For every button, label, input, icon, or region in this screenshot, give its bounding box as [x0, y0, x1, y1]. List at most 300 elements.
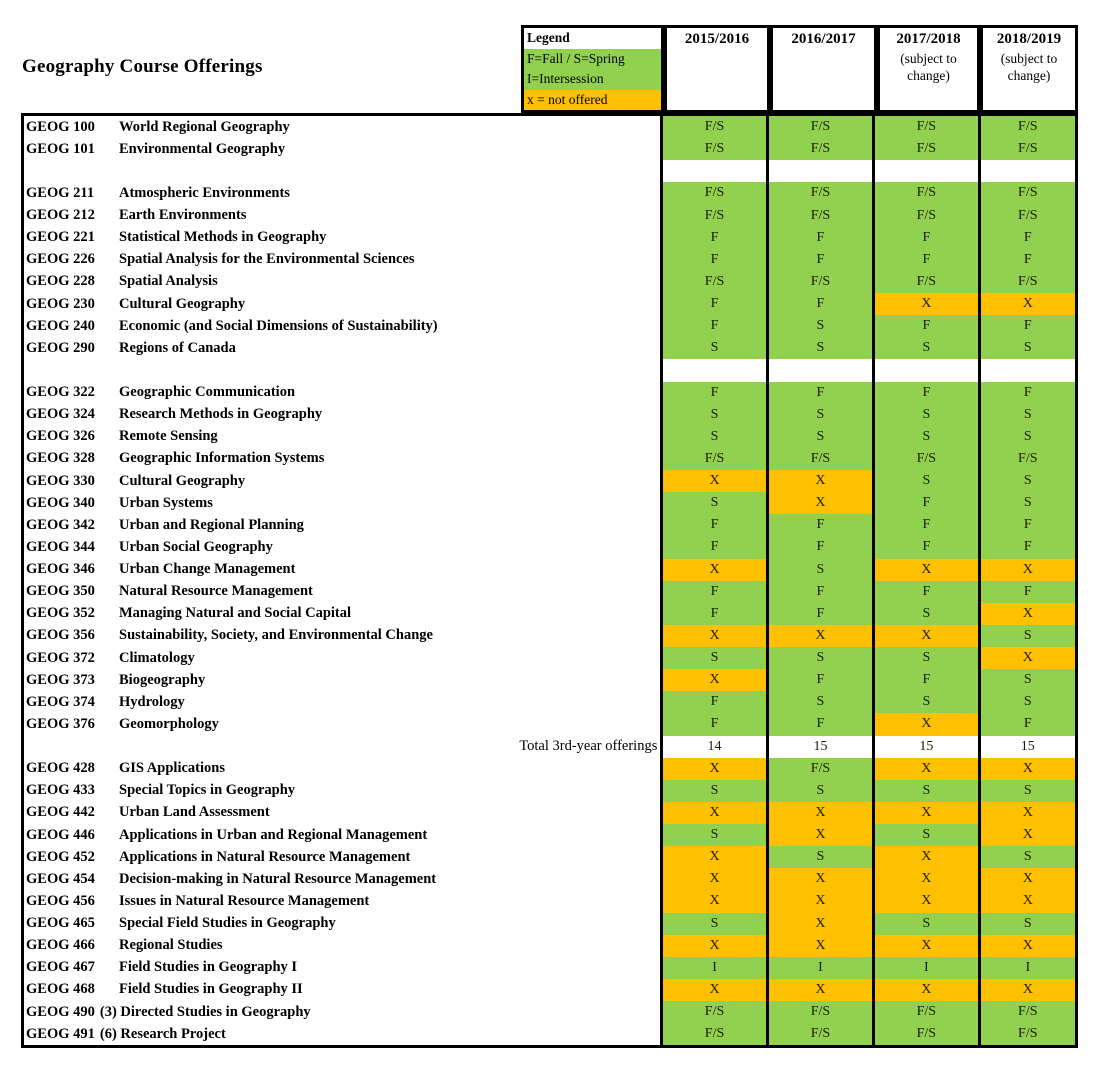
offering-cell: F/S — [872, 116, 977, 138]
course-row — [24, 780, 1075, 802]
offering-cell: F/S — [766, 271, 872, 293]
offering-cell: F/S — [660, 116, 765, 138]
offering-cell: X — [978, 935, 1075, 957]
spacer-cell — [24, 160, 660, 182]
offering-cell: S — [660, 337, 765, 359]
course-row — [24, 315, 1075, 337]
offering-cell: S — [766, 337, 872, 359]
offering-cell: S — [766, 647, 872, 669]
course-row — [24, 758, 1075, 780]
offering-cell: X — [978, 647, 1075, 669]
offering-cell: S — [766, 426, 872, 448]
course-name-cell — [24, 935, 660, 957]
offering-cell: S — [766, 559, 872, 581]
offering-cell: S — [660, 492, 765, 514]
offering-cell: I — [766, 957, 872, 979]
offering-cell: X — [660, 846, 765, 868]
course-code: GEOG 372 — [26, 649, 95, 666]
course-row — [24, 116, 1075, 138]
course-code: GEOG 340 — [26, 494, 95, 511]
offering-cell: X — [660, 669, 765, 691]
legend-item-fall-spring: F=Fall / S=Spring — [524, 49, 661, 70]
offering-cell: S — [660, 824, 765, 846]
course-name-cell — [24, 581, 660, 603]
course-name-cell — [24, 182, 660, 204]
course-name-cell — [24, 470, 660, 492]
offering-cell: F/S — [872, 182, 977, 204]
course-row — [24, 824, 1075, 846]
course-code: GEOG 328 — [26, 450, 95, 467]
course-name-cell — [24, 448, 660, 470]
course-title: Cultural Geography — [119, 472, 246, 489]
offering-cell: F/S — [978, 138, 1075, 160]
offering-cell: F/S — [660, 1001, 765, 1023]
offering-cell: F/S — [766, 448, 872, 470]
course-title: Earth Environments — [119, 207, 247, 224]
course-code: GEOG 212 — [26, 207, 95, 224]
course-code: GEOG 344 — [26, 538, 95, 555]
offering-cell: F — [872, 581, 977, 603]
course-name-cell — [24, 1001, 660, 1023]
course-title: Geomorphology — [119, 715, 219, 732]
course-title: Sustainability, Society, and Environmental Change — [119, 627, 433, 644]
year-note: (subject to change) — [900, 51, 957, 83]
total-row — [24, 736, 1075, 758]
offering-cell: S — [978, 625, 1075, 647]
course-code: GEOG 442 — [26, 804, 95, 821]
course-title: Geographic Information Systems — [119, 450, 325, 467]
course-title: Cultural Geography — [119, 295, 246, 312]
course-name-cell — [24, 514, 660, 536]
year-label: 2017/2018 — [896, 31, 961, 47]
course-row — [24, 802, 1075, 824]
course-title: Special Field Studies in Geography — [119, 915, 336, 932]
offering-cell: F — [766, 382, 872, 404]
offering-cell: F/S — [872, 271, 977, 293]
course-row — [24, 713, 1075, 735]
offering-cell: F — [766, 603, 872, 625]
course-title: (6) Research Project — [99, 1025, 226, 1042]
course-title: Field Studies in Geography II — [119, 981, 303, 998]
course-name-cell — [24, 625, 660, 647]
course-code: GEOG 226 — [26, 251, 95, 268]
course-title: Remote Sensing — [119, 428, 218, 445]
course-name-cell — [24, 824, 660, 846]
course-code: GEOG 491 — [26, 1025, 95, 1042]
year-header-2016-2017 — [770, 25, 877, 113]
offering-cell — [766, 160, 872, 182]
course-row — [24, 647, 1075, 669]
offering-cell: S — [872, 470, 977, 492]
course-row — [24, 492, 1075, 514]
offering-cell: F — [766, 514, 872, 536]
course-code: GEOG 452 — [26, 848, 95, 865]
course-name-cell — [24, 559, 660, 581]
offering-cell: F — [872, 315, 977, 337]
year-header-2018-2019 — [980, 25, 1078, 113]
course-title: Economic (and Social Dimensions of Sustainability) — [119, 317, 438, 334]
course-title: Urban and Regional Planning — [119, 516, 304, 533]
course-title: Regions of Canada — [119, 339, 236, 356]
offering-cell: S — [766, 404, 872, 426]
offering-cell: S — [872, 824, 977, 846]
offering-cell: F — [872, 514, 977, 536]
offering-cell: X — [978, 979, 1075, 1001]
offering-cell: F/S — [766, 1023, 872, 1045]
offering-cell: F/S — [978, 271, 1075, 293]
offering-cell: S — [766, 315, 872, 337]
offering-cell: F/S — [766, 182, 872, 204]
course-row — [24, 271, 1075, 293]
course-name-cell — [24, 890, 660, 912]
course-code: GEOG 346 — [26, 561, 95, 578]
offering-cell: S — [660, 913, 765, 935]
offering-cell: S — [872, 691, 977, 713]
offering-cell: F — [766, 249, 872, 271]
year-label: 2016/2017 — [791, 31, 856, 47]
course-name-cell — [24, 758, 660, 780]
offering-cell: X — [872, 935, 977, 957]
offering-cell: I — [660, 957, 765, 979]
offering-cell: X — [660, 758, 765, 780]
offering-cell: S — [978, 913, 1075, 935]
year-note — [667, 48, 767, 50]
year-header-2015-2016 — [664, 25, 770, 113]
course-title: Urban Change Management — [119, 561, 296, 578]
offering-cell: X — [766, 492, 872, 514]
course-code: GEOG 490 — [26, 1003, 95, 1020]
offering-cell: X — [872, 979, 977, 1001]
course-row — [24, 382, 1075, 404]
offering-cell: X — [872, 868, 977, 890]
course-row — [24, 182, 1075, 204]
course-code: GEOG 356 — [26, 627, 95, 644]
course-code: GEOG 326 — [26, 428, 95, 445]
course-row — [24, 691, 1075, 713]
course-title: Managing Natural and Social Capital — [119, 605, 352, 622]
course-title: Research Methods in Geography — [119, 406, 323, 423]
course-row — [24, 404, 1075, 426]
offering-cell: X — [660, 470, 765, 492]
offering-cell: F — [978, 514, 1075, 536]
course-code: GEOG 100 — [26, 118, 95, 135]
course-row — [24, 979, 1075, 1001]
course-row — [24, 581, 1075, 603]
offering-cell: X — [872, 802, 977, 824]
offering-cell: X — [872, 846, 977, 868]
course-row — [24, 293, 1075, 315]
year-note — [773, 48, 874, 50]
offering-cell: 15 — [766, 736, 872, 758]
year-label: 2015/2016 — [684, 31, 750, 47]
offering-cell: X — [872, 713, 977, 735]
offering-cell — [872, 359, 977, 381]
offering-cell: X — [978, 868, 1075, 890]
course-name-cell — [24, 868, 660, 890]
course-title: Decision-making in Natural Resource Management — [119, 870, 437, 887]
offering-cell: F — [766, 669, 872, 691]
offering-cell: X — [766, 913, 872, 935]
offering-cell: F/S — [660, 1023, 765, 1045]
offering-cell: F/S — [660, 138, 765, 160]
course-code: GEOG 456 — [26, 892, 95, 909]
course-title: Environmental Geography — [119, 140, 286, 157]
course-name-cell — [24, 647, 660, 669]
offering-cell: S — [766, 846, 872, 868]
course-title: Statistical Methods in Geography — [119, 229, 327, 246]
offering-cell — [660, 160, 765, 182]
course-name-cell — [24, 669, 660, 691]
course-offerings-table — [21, 113, 1078, 1048]
course-title: Hydrology — [119, 693, 185, 710]
spacer-cell — [24, 359, 660, 381]
offering-cell: F — [660, 514, 765, 536]
offering-cell: F/S — [978, 448, 1075, 470]
spacer-row — [24, 359, 1075, 381]
total-row-label: Total 3rd-year offerings — [519, 738, 658, 755]
course-code: GEOG 228 — [26, 273, 95, 290]
offering-cell: X — [660, 935, 765, 957]
offering-cell: S — [978, 470, 1075, 492]
course-name-cell — [24, 691, 660, 713]
course-title: Atmospheric Environments — [119, 184, 290, 201]
offering-cell: F — [660, 382, 765, 404]
offering-cell: F — [660, 249, 765, 271]
offering-cell: F — [660, 315, 765, 337]
course-name-cell — [24, 227, 660, 249]
offering-cell: F — [978, 315, 1075, 337]
offering-cell: F — [660, 603, 765, 625]
offering-cell: F — [872, 536, 977, 558]
offering-cell: F — [766, 227, 872, 249]
course-row — [24, 625, 1075, 647]
offering-cell: S — [872, 603, 977, 625]
course-row — [24, 935, 1075, 957]
offering-cell: X — [978, 824, 1075, 846]
course-code: GEOG 322 — [26, 384, 95, 401]
course-title: World Regional Geography — [119, 118, 290, 135]
offering-cell: F/S — [978, 1023, 1075, 1045]
course-row — [24, 514, 1075, 536]
offering-cell: S — [872, 780, 977, 802]
offering-cell: F — [978, 382, 1075, 404]
legend — [521, 25, 664, 113]
offering-cell: X — [660, 979, 765, 1001]
offering-cell: F/S — [766, 758, 872, 780]
offering-cell: S — [978, 426, 1075, 448]
course-name-cell — [24, 337, 660, 359]
year-header-2017-2018 — [877, 25, 980, 113]
course-code: GEOG 290 — [26, 339, 95, 356]
course-row — [24, 669, 1075, 691]
offering-cell: S — [978, 691, 1075, 713]
offering-cell: X — [978, 802, 1075, 824]
offering-cell: F/S — [978, 116, 1075, 138]
course-row — [24, 846, 1075, 868]
year-label: 2018/2019 — [996, 31, 1062, 47]
offering-cell: F — [872, 227, 977, 249]
course-row — [24, 957, 1075, 979]
offering-cell — [978, 359, 1075, 381]
offering-cell: X — [872, 758, 977, 780]
offering-cell: F — [978, 713, 1075, 735]
course-row — [24, 536, 1075, 558]
course-name-cell — [24, 957, 660, 979]
offering-cell: S — [660, 647, 765, 669]
offering-cell: X — [660, 802, 765, 824]
course-name-cell — [24, 249, 660, 271]
course-name-cell — [24, 293, 660, 315]
offering-cell: X — [660, 890, 765, 912]
offering-cell: F/S — [978, 182, 1075, 204]
course-code: GEOG 376 — [26, 715, 95, 732]
course-code: GEOG 466 — [26, 937, 95, 954]
course-row — [24, 138, 1075, 160]
offering-cell: F — [978, 536, 1075, 558]
course-title: Special Topics in Geography — [119, 782, 296, 799]
offering-cell: S — [766, 780, 872, 802]
course-code: GEOG 433 — [26, 782, 95, 799]
course-code: GEOG 352 — [26, 605, 95, 622]
offering-cell: X — [766, 824, 872, 846]
course-title: (3) Directed Studies in Geography — [99, 1003, 311, 1020]
course-name-cell — [24, 846, 660, 868]
offering-cell: S — [872, 426, 977, 448]
course-name-cell — [24, 979, 660, 1001]
course-code: GEOG 342 — [26, 516, 95, 533]
offering-cell: 15 — [978, 736, 1075, 758]
offering-cell: F — [872, 249, 977, 271]
course-title: Geographic Communication — [119, 384, 296, 401]
offering-cell: X — [978, 758, 1075, 780]
offering-cell: S — [872, 913, 977, 935]
offering-cell: S — [978, 780, 1075, 802]
course-code: GEOG 465 — [26, 915, 95, 932]
course-name-cell — [24, 1023, 660, 1045]
offering-cell: X — [766, 470, 872, 492]
course-row — [24, 470, 1075, 492]
legend-item-not-offered: x = not offered — [524, 90, 661, 111]
course-name-cell — [24, 116, 660, 138]
course-row — [24, 337, 1075, 359]
course-name-cell — [24, 536, 660, 558]
offering-cell: X — [978, 559, 1075, 581]
offering-cell: X — [660, 868, 765, 890]
offering-cell: F/S — [978, 205, 1075, 227]
course-code: GEOG 240 — [26, 317, 95, 334]
offering-cell: F — [660, 227, 765, 249]
course-name-cell — [24, 426, 660, 448]
course-title: Urban Systems — [119, 494, 213, 511]
offering-cell: S — [660, 426, 765, 448]
offering-cell: F/S — [660, 271, 765, 293]
course-code: GEOG 467 — [26, 959, 95, 976]
offering-cell: S — [766, 691, 872, 713]
offering-cell: X — [978, 603, 1075, 625]
course-code: GEOG 221 — [26, 229, 95, 246]
course-title: GIS Applications — [119, 760, 225, 777]
offering-cell: F — [660, 713, 765, 735]
course-row — [24, 249, 1075, 271]
offering-cell: F/S — [660, 205, 765, 227]
offering-cell: F — [766, 536, 872, 558]
offering-cell: 14 — [660, 736, 765, 758]
course-title: Urban Land Assessment — [119, 804, 270, 821]
offering-cell: S — [872, 337, 977, 359]
course-name-cell — [24, 603, 660, 625]
course-title: Applications in Natural Resource Management — [119, 848, 411, 865]
offering-cell: F — [872, 382, 977, 404]
legend-header: Legend — [527, 30, 570, 45]
offering-cell: F — [872, 492, 977, 514]
offering-cell: F/S — [872, 1001, 977, 1023]
offering-cell: S — [872, 404, 977, 426]
offering-cell: F/S — [660, 448, 765, 470]
course-code: GEOG 374 — [26, 693, 95, 710]
offering-cell: S — [978, 669, 1075, 691]
course-code: GEOG 324 — [26, 406, 95, 423]
offering-cell: F — [660, 536, 765, 558]
course-row — [24, 890, 1075, 912]
offering-cell: X — [872, 890, 977, 912]
offering-cell: X — [766, 625, 872, 647]
offering-cell: F/S — [872, 138, 977, 160]
course-row — [24, 603, 1075, 625]
course-name-cell — [24, 315, 660, 337]
offering-cell: F — [766, 713, 872, 735]
course-row — [24, 913, 1075, 935]
offering-cell: S — [872, 647, 977, 669]
offering-cell: F — [660, 293, 765, 315]
offering-cell: X — [766, 935, 872, 957]
course-row — [24, 1023, 1075, 1045]
course-code: GEOG 446 — [26, 826, 95, 843]
offering-cell: F — [660, 691, 765, 713]
offering-cell: X — [978, 890, 1075, 912]
offering-cell: X — [872, 625, 977, 647]
offering-cell — [660, 359, 765, 381]
offering-cell — [766, 359, 872, 381]
offering-cell: X — [978, 293, 1075, 315]
course-code: GEOG 101 — [26, 140, 95, 157]
course-name-cell — [24, 205, 660, 227]
course-name-cell — [24, 492, 660, 514]
offering-cell: X — [660, 625, 765, 647]
offering-cell: I — [978, 957, 1075, 979]
offering-cell — [872, 160, 977, 182]
offering-cell: X — [766, 979, 872, 1001]
course-title: Spatial Analysis for the Environmental Sciences — [119, 251, 415, 268]
offering-cell: F/S — [766, 138, 872, 160]
offering-cell: S — [978, 337, 1075, 359]
offering-cell: S — [978, 404, 1075, 426]
offering-cell: X — [766, 890, 872, 912]
course-code: GEOG 350 — [26, 583, 95, 600]
course-title: Natural Resource Management — [119, 583, 313, 600]
offering-cell: F — [766, 293, 872, 315]
course-title: Field Studies in Geography I — [119, 959, 298, 976]
course-row — [24, 426, 1075, 448]
offering-cell: F/S — [766, 1001, 872, 1023]
page-title: Geography Course Offerings — [22, 56, 263, 77]
offering-cell: F/S — [766, 116, 872, 138]
course-title: Applications in Urban and Regional Management — [119, 826, 428, 843]
course-row — [24, 559, 1075, 581]
course-title: Regional Studies — [119, 937, 223, 954]
course-name-cell — [24, 271, 660, 293]
course-name-cell — [24, 780, 660, 802]
course-row — [24, 868, 1075, 890]
